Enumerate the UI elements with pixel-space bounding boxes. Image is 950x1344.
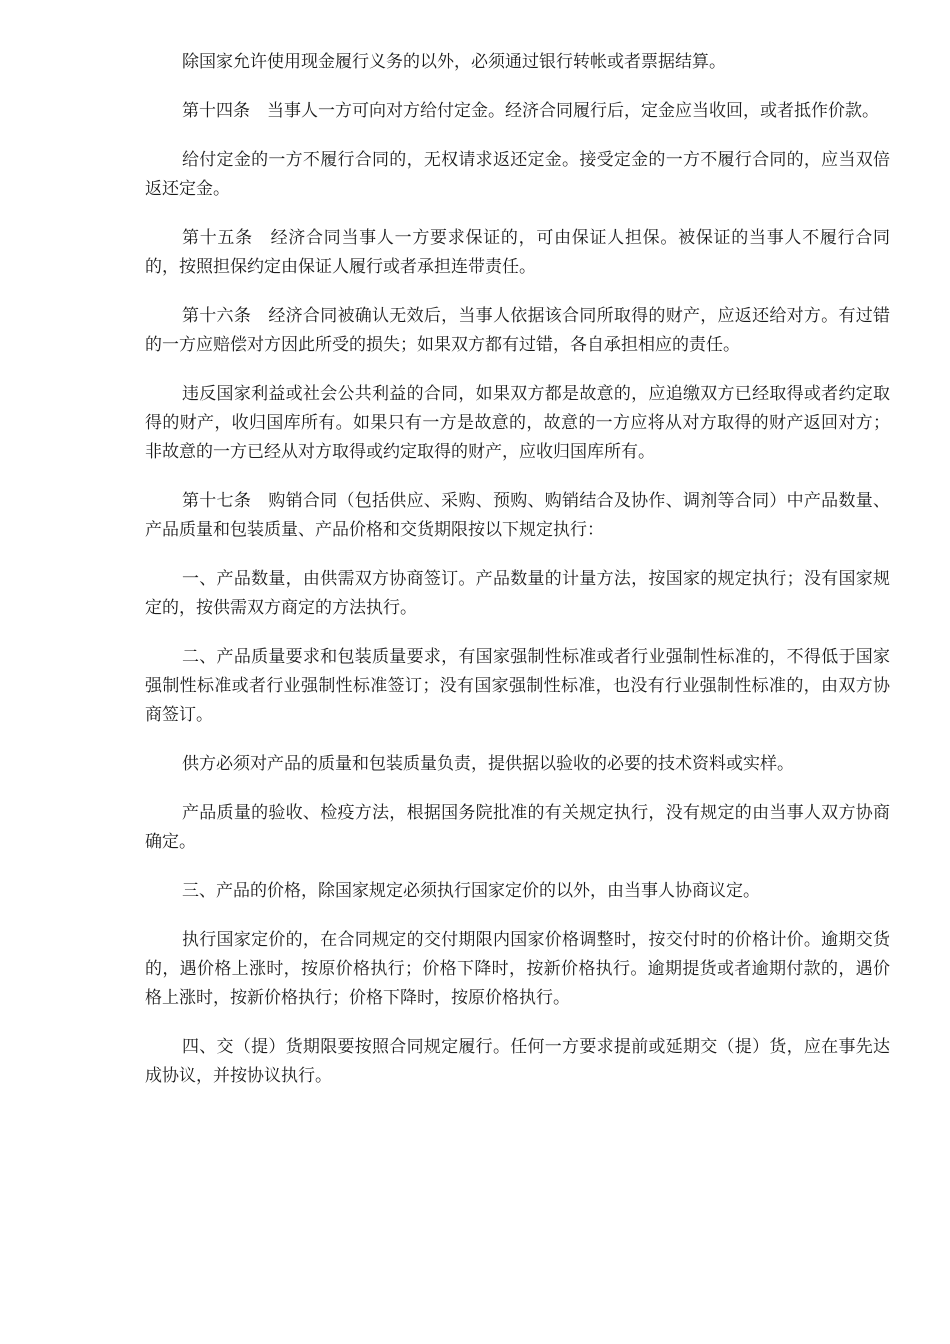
paragraph-item-4-delivery: 四、交（提）货期限要按照合同规定履行。任何一方要求提前或延期交（提）货，应在事先达成协议，并按协议执行。: [145, 1037, 890, 1086]
paragraph-article-14: 第十四条 当事人一方可向对方给付定金。经济合同履行后，定金应当收回，或者抵作价款。: [182, 101, 879, 121]
paragraph-article-15: 第十五条 经济合同当事人一方要求保证的，可由保证人担保。被保证的当事人不履行合同的，按照担保约定由保证人履行或者承担连带责任。: [145, 228, 890, 277]
paragraph-item-3-price: 三、产品的价格，除国家规定必须执行国家定价的以外，由当事人协商议定。: [182, 881, 760, 901]
paragraph-article-17: 第十七条 购销合同（包括供应、采购、预购、购销结合及协作、调剂等合同）中产品数量、产品质量和包装质量、产品价格和交货期限按以下规定执行：: [145, 491, 890, 540]
paragraph-item-1-quantity: 一、产品数量，由供需双方协商签订。产品数量的计量方法，按国家的规定执行；没有国家规定的，按供需双方商定的方法执行。: [145, 569, 890, 618]
paragraph-cash-settlement: 除国家允许使用现金履行义务的以外，必须通过银行转帐或者票据结算。: [182, 52, 726, 72]
paragraph-article-16: 第十六条 经济合同被确认无效后，当事人依据该合同所取得的财产，应返还给对方。有过错的一方应赔偿对方因此所受的损失；如果双方都有过错，各自承担相应的责任。: [145, 306, 890, 355]
paragraph-state-pricing: 执行国家定价的，在合同规定的交付期限内国家价格调整时，按交付时的价格计价。逾期交货的，遇价格上涨时，按原价格执行；价格下降时，按新价格执行。逾期提货或者逾期付款的，遇价格上涨时，按新价格执行；价格下降时，按原价格执行。: [145, 930, 890, 1008]
paragraph-deposit-return: 给付定金的一方不履行合同的，无权请求返还定金。接受定金的一方不履行合同的，应当双倍返还定金。: [145, 150, 890, 199]
document-body: [145, 48, 890, 1111]
paragraph-inspection-method: 产品质量的验收、检疫方法，根据国务院批准的有关规定执行，没有规定的由当事人双方协商确定。: [145, 803, 890, 852]
paragraph-item-2-quality: 二、产品质量要求和包装质量要求，有国家强制性标准或者行业强制性标准的，不得低于国家强制性标准或者行业强制性标准签订；没有国家强制性标准，也没有行业强制性标准的，由双方协商签订。: [145, 647, 890, 725]
paragraph-public-interest: 违反国家利益或社会公共利益的合同，如果双方都是故意的，应追缴双方已经取得或者约定取得的财产，收归国库所有。如果只有一方是故意的，故意的一方应将从对方取得的财产返回对方；非故意的一方已经从对方取得或约定取得的财产，应收归国库所有。: [145, 384, 890, 462]
paragraph-supplier-responsibility: 供方必须对产品的质量和包装质量负责，提供据以验收的必要的技术资料或实样。: [182, 754, 794, 774]
